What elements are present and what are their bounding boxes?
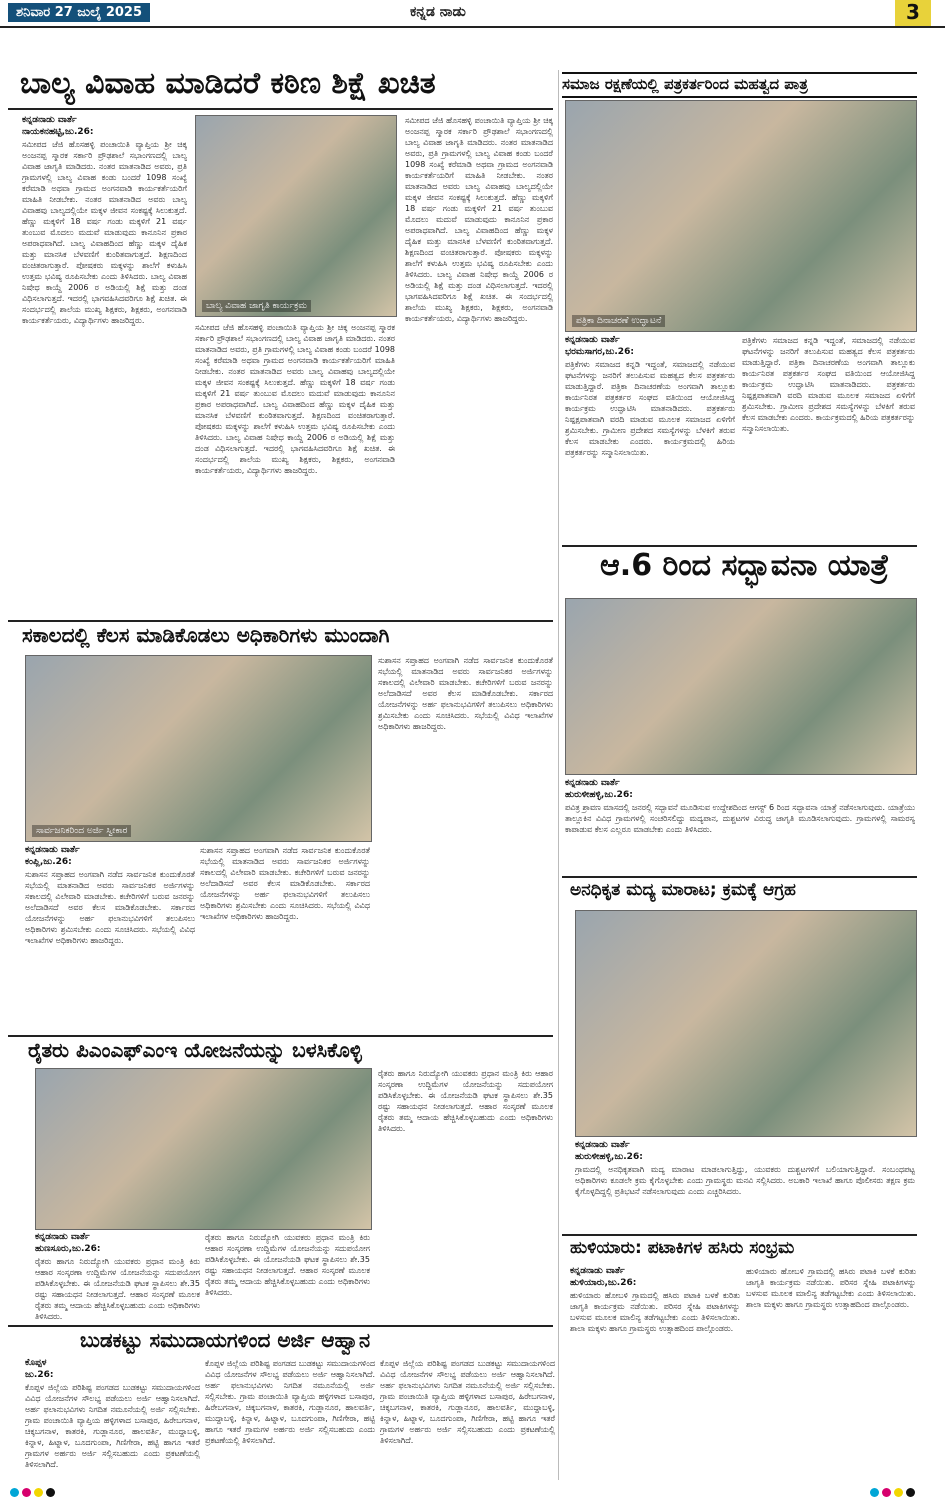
article-officials-col3 (378, 655, 553, 990)
dateline: ಕಂಪ್ಲಿ,ಜು.26: (25, 857, 72, 867)
article-body: ಸುಶಾಸನ ಸಪ್ತಾಹದ ಅಂಗವಾಗಿ ನಡೆದ ಸಾರ್ವಜನಿಕ ಕುಂದುಕೊರತೆ ಸಭೆಯಲ್ಲಿ ಮಾತನಾಡಿದ ಅವರು ಸಾರ್ವಜನಿಕರ ಅರ್ಜಿಗಳನ್ನು ಸಕಾಲದಲ್ಲಿ ವಿಲೇವಾರಿ ಮಾಡಬೇಕು. ಕಚೇರಿಗಳಿಗೆ ಬರುವ ಜನರನ್ನು ಅಲೆದಾಡಿಸದೆ ಅವರ ಕೆಲಸ ಮಾಡಿಕೊಡಬೇಕು. ಸರ್ಕಾರದ ಯೋಜನೆಗಳನ್ನು ಅರ್ಹ ಫಲಾನುಭವಿಗಳಿಗೆ ತಲುಪಿಸಲು ಅಧಿಕಾರಿಗಳು ಶ್ರಮಿಸಬೇಕು ಎಂದು ಸೂಚಿಸಿದರು. ಸಭೆಯಲ್ಲಿ ವಿವಿಧ ಇಲಾಖೆಗಳ ಅಧಿಕಾರಿಗಳು ಹಾಜರಿದ್ದರು. (200, 846, 370, 921)
byline: ಕನ್ನಡನಾಡು ವಾರ್ತೆ (565, 778, 620, 788)
photo-liquor (575, 910, 917, 1137)
article-pmfme-col2 (205, 1232, 370, 1322)
headline-harmony: ಆ.6 ರಿಂದ ಸದ್ಭಾವನಾ ಯಾತ್ರೆ (600, 548, 889, 583)
article-journalists-col1 (565, 335, 735, 540)
dateline: ನಾಯಕನಹಟ್ಟಿ,ಜು.26: (22, 127, 94, 137)
article-body: ರೈತರು ಹಾಗೂ ನಿರುದ್ಯೋಗಿ ಯುವಕರು ಪ್ರಧಾನ ಮಂತ್ರಿ ಕಿರು ಆಹಾರ ಸಂಸ್ಕರಣಾ ಉದ್ದಿಮೆಗಳ ಯೋಜನೆಯನ್ನು ಸದುಪಯೋಗ ಪಡಿಸಿಕೊಳ್ಳಬೇಕು. ಈ ಯೋಜನೆಯಡಿ ಘಟಕ ಸ್ಥಾಪಿಸಲು ಶೇ.35 ರಷ್ಟು ಸಹಾಯಧನ ನೀಡಲಾಗುತ್ತದೆ. ಆಹಾರ ಸಂಸ್ಕರಣೆ ಮೂಲಕ ರೈತರು ತಮ್ಮ ಆದಾಯ ಹೆಚ್ಚಿಸಿಕೊಳ್ಳಬಹುದು ಎಂದು ಅಧಿಕಾರಿಗಳು ತಿಳಿಸಿದರು. (205, 1233, 370, 1297)
article-body: ಹುಳಿಯಾರು ಹೋಬಳಿ ಗ್ರಾಮದಲ್ಲಿ ಹಸಿರು ಪಟಾಕಿ ಬಳಕೆ ಕುರಿತು ಜಾಗೃತಿ ಕಾರ್ಯಕ್ರಮ ನಡೆಯಿತು. ಪರಿಸರ ಸ್ನೇಹಿ ಪಟಾಕಿಗಳನ್ನು ಬಳಸುವ ಮೂಲಕ ಮಾಲಿನ್ಯ ತಡೆಗಟ್ಟಬೇಕು ಎಂದು ತಿಳಿಸಲಾಯಿತು. ಶಾಲಾ ಮಕ್ಕಳು ಹಾಗೂ ಗ್ರಾಮಸ್ಥರು ಉತ್ಸಾಹದಿಂದ ಪಾಲ್ಗೊಂಡರು. (746, 1267, 916, 1309)
article-liquor (575, 1140, 915, 1230)
headline-crackers: ಹುಳಿಯಾರು: ಪಟಾಕಿಗಳ ಹಸಿರು ಸಂಭ್ರಮ (570, 1238, 795, 1258)
byline: ಕನ್ನಡನಾಡು ವಾರ್ತೆ (25, 845, 80, 855)
yellow-dot (34, 1488, 43, 1497)
article-pmfme-col1 (35, 1232, 200, 1322)
article-body: ಹುಳಿಯಾರು ಹೋಬಳಿ ಗ್ರಾಮದಲ್ಲಿ ಹಸಿರು ಪಟಾಕಿ ಬಳಕೆ ಕುರಿತು ಜಾಗೃತಿ ಕಾರ್ಯಕ್ರಮ ನಡೆಯಿತು. ಪರಿಸರ ಸ್ನೇಹಿ ಪಟಾಕಿಗಳನ್ನು ಬಳಸುವ ಮೂಲಕ ಮಾಲಿನ್ಯ ತಡೆಗಟ್ಟಬೇಕು ಎಂದು ತಿಳಿಸಲಾಯಿತು. ಶಾಲಾ ಮಕ್ಕಳು ಹಾಗೂ ಗ್ರಾಮಸ್ಥರು ಉತ್ಸಾಹದಿಂದ ಪಾಲ್ಗೊಂಡರು. (570, 1291, 740, 1333)
registration-marks-right (870, 1488, 915, 1497)
dateline: ಹುರುಳೀಹಳ್ಳಿ,ಜು.26: (575, 1152, 643, 1162)
article-pmfme-col3 (378, 1068, 553, 1318)
photo-officials (25, 655, 372, 842)
black-dot (46, 1488, 55, 1497)
issue-date: ಶನಿವಾರ 27 ಜುಲೈ 2025 (8, 3, 150, 22)
headline-journalists: ಸಮಾಜ ರಕ್ಷಣೆಯಲ್ಲಿ ಪತ್ರಕರ್ತರಿಂದ ಮಹತ್ವದ ಪಾತ್ರ (562, 72, 917, 98)
dateline: ಭರಮಸಾಗರ,ಜು.26: (565, 347, 634, 357)
article-journalists-col2 (742, 335, 915, 540)
article-child-marriage-col1 (22, 115, 187, 615)
article-body: ಪತ್ರಿಕೆಗಳು ಸಮಾಜದ ಕನ್ನಡಿ ಇದ್ದಂತೆ, ಸಮಾಜದಲ್ಲಿ ನಡೆಯುವ ಘಟನೆಗಳನ್ನು ಜನರಿಗೆ ತಲುಪಿಸುವ ಮಹತ್ವದ ಕೆಲಸ ಪತ್ರಕರ್ತರು ಮಾಡುತ್ತಿದ್ದಾರೆ. ಪತ್ರಿಕಾ ದಿನಾಚರಣೆಯ ಅಂಗವಾಗಿ ತಾಲ್ಲೂಕು ಕಾರ್ಯನಿರತ ಪತ್ರಕರ್ತರ ಸಂಘದ ವತಿಯಿಂದ ಆಯೋಜಿಸಿದ್ದ ಕಾರ್ಯಕ್ರಮ ಉದ್ಘಾಟಿಸಿ ಮಾತನಾಡಿದರು. ಪತ್ರಕರ್ತರು ನಿಷ್ಪಕ್ಷಪಾತವಾಗಿ ವರದಿ ಮಾಡುವ ಮೂಲಕ ಸಮಾಜದ ಏಳಿಗೆಗೆ ಶ್ರಮಿಸಬೇಕು. ಗ್ರಾಮೀಣ ಪ್ರದೇಶದ ಸಮಸ್ಯೆಗಳನ್ನು ಬೆಳಕಿಗೆ ತರುವ ಕೆಲಸ ಮಾಡಬೇಕು ಎಂದರು. ಕಾರ್ಯಕ್ರಮದಲ್ಲಿ ಹಿರಿಯ ಪತ್ರಕರ್ತರನ್ನು ಸನ್ಮಾನಿಸಲಾಯಿತು. (565, 360, 735, 457)
article-body: ಪತ್ರಿಕೆಗಳು ಸಮಾಜದ ಕನ್ನಡಿ ಇದ್ದಂತೆ, ಸಮಾಜದಲ್ಲಿ ನಡೆಯುವ ಘಟನೆಗಳನ್ನು ಜನರಿಗೆ ತಲುಪಿಸುವ ಮಹತ್ವದ ಕೆಲಸ ಪತ್ರಕರ್ತರು ಮಾಡುತ್ತಿದ್ದಾರೆ. ಪತ್ರಿಕಾ ದಿನಾಚರಣೆಯ ಅಂಗವಾಗಿ ತಾಲ್ಲೂಕು ಕಾರ್ಯನಿರತ ಪತ್ರಕರ್ತರ ಸಂಘದ ವತಿಯಿಂದ ಆಯೋಜಿಸಿದ್ದ ಕಾರ್ಯಕ್ರಮ ಉದ್ಘಾಟಿಸಿ ಮಾತನಾಡಿದರು. ಪತ್ರಕರ್ತರು ನಿಷ್ಪಕ್ಷಪಾತವಾಗಿ ವರದಿ ಮಾಡುವ ಮೂಲಕ ಸಮಾಜದ ಏಳಿಗೆಗೆ ಶ್ರಮಿಸಬೇಕು. ಗ್ರಾಮೀಣ ಪ್ರದೇಶದ ಸಮಸ್ಯೆಗಳನ್ನು ಬೆಳಕಿಗೆ ತರುವ ಕೆಲಸ ಮಾಡಬೇಕು ಎಂದರು. ಕಾರ್ಯಕ್ರಮದಲ್ಲಿ ಹಿರಿಯ ಪತ್ರಕರ್ತರನ್ನು ಸನ್ಮಾನಿಸಲಾಯಿತು. (742, 336, 915, 433)
yellow-dot (894, 1488, 903, 1497)
article-body: ಕೊಪ್ಪಳ ಜಿಲ್ಲೆಯ ಪರಿಶಿಷ್ಟ ಪಂಗಡದ ಬುಡಕಟ್ಟು ಸಮುದಾಯಗಳಿಂದ ವಿವಿಧ ಯೋಜನೆಗಳ ಸೌಲಭ್ಯ ಪಡೆಯಲು ಅರ್ಜಿ ಆಹ್ವಾನಿಸಲಾಗಿದೆ. ಅರ್ಹ ಫಲಾನುಭವಿಗಳು ನಿಗದಿತ ನಮೂನೆಯಲ್ಲಿ ಅರ್ಜಿ ಸಲ್ಲಿಸಬೇಕು. ಗ್ರಾಮ ಪಂಚಾಯಿತಿ ವ್ಯಾಪ್ತಿಯ ಹಳ್ಳಿಗಳಾದ ಬಸಾಪುರ, ಹಿರೇಬಗನಾಳ, ಚಿಕ್ಕಬಗನಾಳ, ಕಾತರಕಿ, ಗುಡ್ಲಾನೂರ, ಹಾಲವರ್ತಿ, ಮುದ್ದಾಬಳ್ಳಿ, ಕಿನ್ನಾಳ, ಹಿಟ್ನಾಳ, ಬೂದಗುಂಪಾ, ಗಿಣಿಗೇರಾ, ಹಟ್ಟಿ ಹಾಗೂ ಇತರೆ ಗ್ರಾಮಗಳ ಅರ್ಹರು ಅರ್ಜಿ ಸಲ್ಲಿಸಬಹುದು ಎಂದು ಪ್ರಕಟಣೆಯಲ್ಲಿ ತಿಳಿಸಲಾಗಿದೆ. (205, 1359, 375, 1445)
photo-caption: ಸಾರ್ವಜನಿಕರಿಂದ ಅರ್ಜಿ ಸ್ವೀಕಾರ (32, 825, 131, 837)
cyan-dot (870, 1488, 879, 1497)
byline: ಕನ್ನಡನಾಡು ವಾರ್ತೆ (575, 1140, 630, 1150)
magenta-dot (22, 1488, 31, 1497)
newspaper-brand: ಕನ್ನಡ ನಾಡು (410, 4, 466, 20)
article-applications-col3 (380, 1358, 555, 1476)
article-body: ಸಮೀಪದ ಜೆಜಿ ಹೊಸಹಳ್ಳಿ ಪಂಚಾಯಿತಿ ವ್ಯಾಪ್ತಿಯ ಶ್ರೀ ಚಿಕ್ಕ ಅಂಜನಪ್ಪ ಸ್ಮಾರಕ ಸರ್ಕಾರಿ ಪ್ರೌಢಶಾಲೆ ಸಭಾಂಗಣದಲ್ಲಿ ಬಾಲ್ಯ ವಿವಾಹ ಜಾಗೃತಿ ಮಾಡಿದರು. ನಂತರ ಮಾತನಾಡಿದ ಅವರು, ಪ್ರತಿ ಗ್ರಾಮಗಳಲ್ಲಿ ಬಾಲ್ಯ ವಿವಾಹ ಕಂಡು ಬಂದರೆ 1098 ಸಂಖ್ಯೆ ಕರೆಮಾಡಿ ಅಥವಾ ಗ್ರಾಮದ ಅಂಗನವಾಡಿ ಕಾರ್ಯಕರ್ತೆಯರಿಗೆ ಮಾಹಿತಿ ನೀಡಬೇಕು. ನಂತರ ಮಾತನಾಡಿದ ಅವರು ಬಾಲ್ಯ ವಿವಾಹವು ಬಾಲ್ಯದಲ್ಲಿಯೇ ಮಕ್ಕಳ ಜೀವನ ಸಂಕಷ್ಟಕ್ಕೆ ಸಿಲುಕುತ್ತದೆ. ಹೆಣ್ಣು ಮಕ್ಕಳಿಗೆ 18 ವರ್ಷ ಗಂಡು ಮಕ್ಕಳಿಗೆ 21 ವರ್ಷ ತುಂಬುವ ಮೊದಲು ಮದುವೆ ಮಾಡುವುದು ಕಾನೂನಿನ ಪ್ರಕಾರ ಅಪರಾಧವಾಗಿದೆ. ಬಾಲ್ಯ ವಿವಾಹದಿಂದ ಹೆಣ್ಣು ಮಕ್ಕಳ ದೈಹಿಕ ಮತ್ತು ಮಾನಸಿಕ ಬೆಳವಣಿಗೆ ಕುಂಠಿತವಾಗುತ್ತದೆ. ಶಿಕ್ಷಣದಿಂದ ವಂಚಿತರಾಗುತ್ತಾರೆ. ಪೋಷಕರು ಮಕ್ಕಳನ್ನು ಶಾಲೆಗೆ ಕಳುಹಿಸಿ ಉತ್ತಮ ಭವಿಷ್ಯ ರೂಪಿಸಬೇಕು ಎಂದು ತಿಳಿಸಿದರು. ಬಾಲ್ಯ ವಿವಾಹ ನಿಷೇಧ ಕಾಯ್ದೆ 2006 ರ ಅಡಿಯಲ್ಲಿ ಶಿಕ್ಷೆ ಮತ್ತು ದಂಡ ವಿಧಿಸಲಾಗುತ್ತದೆ. ಇದರಲ್ಲಿ ಭಾಗವಹಿಸಿದವರಿಗೂ ಶಿಕ್ಷೆ ಖಚಿತ. ಈ ಸಂದರ್ಭದಲ್ಲಿ ಶಾಲೆಯ ಮುಖ್ಯ ಶಿಕ್ಷಕರು, ಶಿಕ್ಷಕರು, ಅಂಗನವಾಡಿ ಕಾರ್ಯಕರ್ತೆಯರು, ವಿದ್ಯಾರ್ಥಿಗಳು ಹಾಜರಿದ್ದರು. (22, 140, 187, 325)
article-officials-col1 (25, 845, 195, 1030)
divider (562, 1234, 917, 1236)
divider (8, 1035, 553, 1037)
article-body: ಸಮೀಪದ ಜೆಜಿ ಹೊಸಹಳ್ಳಿ ಪಂಚಾಯಿತಿ ವ್ಯಾಪ್ತಿಯ ಶ್ರೀ ಚಿಕ್ಕ ಅಂಜನಪ್ಪ ಸ್ಮಾರಕ ಸರ್ಕಾರಿ ಪ್ರೌಢಶಾಲೆ ಸಭಾಂಗಣದಲ್ಲಿ ಬಾಲ್ಯ ವಿವಾಹ ಜಾಗೃತಿ ಮಾಡಿದರು. ನಂತರ ಮಾತನಾಡಿದ ಅವರು, ಪ್ರತಿ ಗ್ರಾಮಗಳಲ್ಲಿ ಬಾಲ್ಯ ವಿವಾಹ ಕಂಡು ಬಂದರೆ 1098 ಸಂಖ್ಯೆ ಕರೆಮಾಡಿ ಅಥವಾ ಗ್ರಾಮದ ಅಂಗನವಾಡಿ ಕಾರ್ಯಕರ್ತೆಯರಿಗೆ ಮಾಹಿತಿ ನೀಡಬೇಕು. ನಂತರ ಮಾತನಾಡಿದ ಅವರು ಬಾಲ್ಯ ವಿವಾಹವು ಬಾಲ್ಯದಲ್ಲಿಯೇ ಮಕ್ಕಳ ಜೀವನ ಸಂಕಷ್ಟಕ್ಕೆ ಸಿಲುಕುತ್ತದೆ. ಹೆಣ್ಣು ಮಕ್ಕಳಿಗೆ 18 ವರ್ಷ ಗಂಡು ಮಕ್ಕಳಿಗೆ 21 ವರ್ಷ ತುಂಬುವ ಮೊದಲು ಮದುವೆ ಮಾಡುವುದು ಕಾನೂನಿನ ಪ್ರಕಾರ ಅಪರಾಧವಾಗಿದೆ. ಬಾಲ್ಯ ವಿವಾಹದಿಂದ ಹೆಣ್ಣು ಮಕ್ಕಳ ದೈಹಿಕ ಮತ್ತು ಮಾನಸಿಕ ಬೆಳವಣಿಗೆ ಕುಂಠಿತವಾಗುತ್ತದೆ. ಶಿಕ್ಷಣದಿಂದ ವಂಚಿತರಾಗುತ್ತಾರೆ. ಪೋಷಕರು ಮಕ್ಕಳನ್ನು ಶಾಲೆಗೆ ಕಳುಹಿಸಿ ಉತ್ತಮ ಭವಿಷ್ಯ ರೂಪಿಸಬೇಕು ಎಂದು ತಿಳಿಸಿದರು. ಬಾಲ್ಯ ವಿವಾಹ ನಿಷೇಧ ಕಾಯ್ದೆ 2006 ರ ಅಡಿಯಲ್ಲಿ ಶಿಕ್ಷೆ ಮತ್ತು ದಂಡ ವಿಧಿಸಲಾಗುತ್ತದೆ. ಇದರಲ್ಲಿ ಭಾಗವಹಿಸಿದವರಿಗೂ ಶಿಕ್ಷೆ ಖಚಿತ. ಈ ಸಂದರ್ಭದಲ್ಲಿ ಶಾಲೆಯ ಮುಖ್ಯ ಶಿಕ್ಷಕರು, ಶಿಕ್ಷಕರು, ಅಂಗನವಾಡಿ ಕಾರ್ಯಕರ್ತೆಯರು, ವಿದ್ಯಾರ್ಥಿಗಳು ಹಾಜರಿದ್ದರು. (405, 116, 553, 323)
headline-applications: ಬುಡಕಟ್ಟು ಸಮುದಾಯಗಳಿಂದ ಅರ್ಜಿ ಆಹ್ವಾನ (80, 1328, 371, 1352)
photo-harmony (565, 598, 917, 775)
article-body: ಪವಿತ್ರ ಶ್ರಾವಣ ಮಾಸದಲ್ಲಿ ಜನರಲ್ಲಿ ಸದ್ಭಾವನೆ ಮೂಡಿಸುವ ಉದ್ದೇಶದಿಂದ ಆಗಸ್ಟ್ 6 ರಿಂದ ಸದ್ಭಾವನಾ ಯಾತ್ರೆ ನಡೆಸಲಾಗುವುದು. ಯಾತ್ರೆಯು ತಾಲ್ಲೂಕಿನ ವಿವಿಧ ಗ್ರಾಮಗಳಲ್ಲಿ ಸಂಚರಿಸಲಿದ್ದು ಮದ್ಯಪಾನ, ದುಶ್ಚಟಗಳ ವಿರುದ್ಧ ಜಾಗೃತಿ ಮೂಡಿಸಲಾಗುವುದು. ಗ್ರಾಮಗಳಲ್ಲಿ ಸಾಮರಸ್ಯ ಕಾಪಾಡುವ ಕೆಲಸ ಎಲ್ಲರೂ ಮಾಡಬೇಕು ಎಂದು ತಿಳಿಸಿದರು. (565, 803, 915, 834)
article-applications-col2 (205, 1358, 375, 1476)
dateline: ಹುಳಿಯಾರು,ಜು.26: (570, 1278, 637, 1288)
article-body: ಗ್ರಾಮದಲ್ಲಿ ಅನಧಿಕೃತವಾಗಿ ಮದ್ಯ ಮಾರಾಟ ಮಾಡಲಾಗುತ್ತಿದ್ದು, ಯುವಕರು ದುಶ್ಚಟಗಳಿಗೆ ಬಲಿಯಾಗುತ್ತಿದ್ದಾರೆ. ಸಂಬಂಧಪಟ್ಟ ಅಧಿಕಾರಿಗಳು ಕೂಡಲೇ ಕ್ರಮ ಕೈಗೊಳ್ಳಬೇಕು ಎಂದು ಗ್ರಾಮಸ್ಥರು ಮನವಿ ಸಲ್ಲಿಸಿದರು. ಅಬಕಾರಿ ಇಲಾಖೆ ಹಾಗೂ ಪೊಲೀಸರು ತಕ್ಷಣ ಕ್ರಮ ಕೈಗೊಳ್ಳದಿದ್ದಲ್ಲಿ ಪ್ರತಿಭಟನೆ ನಡೆಸಲಾಗುವುದು ಎಂದು ಎಚ್ಚರಿಸಿದರು. (575, 1165, 915, 1196)
divider (8, 620, 553, 622)
divider (8, 1325, 553, 1327)
dateline: ಹುರುಳೀಹಳ್ಳಿ,ಜು.26: (565, 790, 633, 800)
photo-child-marriage (195, 115, 397, 317)
byline: ಕನ್ನಡನಾಡು ವಾರ್ತೆ (22, 115, 77, 125)
divider (562, 545, 917, 547)
byline: ಕನ್ನಡನಾಡು ವಾರ್ತೆ (570, 1266, 625, 1276)
dateline: ಹುಣಸೂರು,ಜು.26: (35, 1244, 101, 1254)
byline: ಕೊಪ್ಪಳ (25, 1358, 47, 1368)
photo-journalists (565, 100, 917, 332)
headline-child-marriage: ಬಾಲ್ಯ ವಿವಾಹ ಮಾಡಿದರೆ ಕಠಿಣ ಶಿಕ್ಷೆ ಖಚಿತ (20, 66, 436, 101)
article-body: ರೈತರು ಹಾಗೂ ನಿರುದ್ಯೋಗಿ ಯುವಕರು ಪ್ರಧಾನ ಮಂತ್ರಿ ಕಿರು ಆಹಾರ ಸಂಸ್ಕರಣಾ ಉದ್ದಿಮೆಗಳ ಯೋಜನೆಯನ್ನು ಸದುಪಯೋಗ ಪಡಿಸಿಕೊಳ್ಳಬೇಕು. ಈ ಯೋಜನೆಯಡಿ ಘಟಕ ಸ್ಥಾಪಿಸಲು ಶೇ.35 ರಷ್ಟು ಸಹಾಯಧನ ನೀಡಲಾಗುತ್ತದೆ. ಆಹಾರ ಸಂಸ್ಕರಣೆ ಮೂಲಕ ರೈತರು ತಮ್ಮ ಆದಾಯ ಹೆಚ್ಚಿಸಿಕೊಳ್ಳಬಹುದು ಎಂದು ಅಧಿಕಾರಿಗಳು ತಿಳಿಸಿದರು. (378, 1069, 553, 1133)
divider (562, 876, 917, 878)
article-body: ಕೊಪ್ಪಳ ಜಿಲ್ಲೆಯ ಪರಿಶಿಷ್ಟ ಪಂಗಡದ ಬುಡಕಟ್ಟು ಸಮುದಾಯಗಳಿಂದ ವಿವಿಧ ಯೋಜನೆಗಳ ಸೌಲಭ್ಯ ಪಡೆಯಲು ಅರ್ಜಿ ಆಹ್ವಾನಿಸಲಾಗಿದೆ. ಅರ್ಹ ಫಲಾನುಭವಿಗಳು ನಿಗದಿತ ನಮೂನೆಯಲ್ಲಿ ಅರ್ಜಿ ಸಲ್ಲಿಸಬೇಕು. ಗ್ರಾಮ ಪಂಚಾಯಿತಿ ವ್ಯಾಪ್ತಿಯ ಹಳ್ಳಿಗಳಾದ ಬಸಾಪುರ, ಹಿರೇಬಗನಾಳ, ಚಿಕ್ಕಬಗನಾಳ, ಕಾತರಕಿ, ಗುಡ್ಲಾನೂರ, ಹಾಲವರ್ತಿ, ಮುದ್ದಾಬಳ್ಳಿ, ಕಿನ್ನಾಳ, ಹಿಟ್ನಾಳ, ಬೂದಗುಂಪಾ, ಗಿಣಿಗೇರಾ, ಹಟ್ಟಿ ಹಾಗೂ ಇತರೆ ಗ್ರಾಮಗಳ ಅರ್ಹರು ಅರ್ಜಿ ಸಲ್ಲಿಸಬಹುದು ಎಂದು ಪ್ರಕಟಣೆಯಲ್ಲಿ ತಿಳಿಸಲಾಗಿದೆ. (25, 1383, 200, 1469)
article-body: ಸಮೀಪದ ಜೆಜಿ ಹೊಸಹಳ್ಳಿ ಪಂಚಾಯಿತಿ ವ್ಯಾಪ್ತಿಯ ಶ್ರೀ ಚಿಕ್ಕ ಅಂಜನಪ್ಪ ಸ್ಮಾರಕ ಸರ್ಕಾರಿ ಪ್ರೌಢಶಾಲೆ ಸಭಾಂಗಣದಲ್ಲಿ ಬಾಲ್ಯ ವಿವಾಹ ಜಾಗೃತಿ ಮಾಡಿದರು. ನಂತರ ಮಾತನಾಡಿದ ಅವರು, ಪ್ರತಿ ಗ್ರಾಮಗಳಲ್ಲಿ ಬಾಲ್ಯ ವಿವಾಹ ಕಂಡು ಬಂದರೆ 1098 ಸಂಖ್ಯೆ ಕರೆಮಾಡಿ ಅಥವಾ ಗ್ರಾಮದ ಅಂಗನವಾಡಿ ಕಾರ್ಯಕರ್ತೆಯರಿಗೆ ಮಾಹಿತಿ ನೀಡಬೇಕು. ನಂತರ ಮಾತನಾಡಿದ ಅವರು ಬಾಲ್ಯ ವಿವಾಹವು ಬಾಲ್ಯದಲ್ಲಿಯೇ ಮಕ್ಕಳ ಜೀವನ ಸಂಕಷ್ಟಕ್ಕೆ ಸಿಲುಕುತ್ತದೆ. ಹೆಣ್ಣು ಮಕ್ಕಳಿಗೆ 18 ವರ್ಷ ಗಂಡು ಮಕ್ಕಳಿಗೆ 21 ವರ್ಷ ತುಂಬುವ ಮೊದಲು ಮದುವೆ ಮಾಡುವುದು ಕಾನೂನಿನ ಪ್ರಕಾರ ಅಪರಾಧವಾಗಿದೆ. ಬಾಲ್ಯ ವಿವಾಹದಿಂದ ಹೆಣ್ಣು ಮಕ್ಕಳ ದೈಹಿಕ ಮತ್ತು ಮಾನಸಿಕ ಬೆಳವಣಿಗೆ ಕುಂಠಿತವಾಗುತ್ತದೆ. ಶಿಕ್ಷಣದಿಂದ ವಂಚಿತರಾಗುತ್ತಾರೆ. ಪೋಷಕರು ಮಕ್ಕಳನ್ನು ಶಾಲೆಗೆ ಕಳುಹಿಸಿ ಉತ್ತಮ ಭವಿಷ್ಯ ರೂಪಿಸಬೇಕು ಎಂದು ತಿಳಿಸಿದರು. ಬಾಲ್ಯ ವಿವಾಹ ನಿಷೇಧ ಕಾಯ್ದೆ 2006 ರ ಅಡಿಯಲ್ಲಿ ಶಿಕ್ಷೆ ಮತ್ತು ದಂಡ ವಿಧಿಸಲಾಗುತ್ತದೆ. ಇದರಲ್ಲಿ ಭಾಗವಹಿಸಿದವರಿಗೂ ಶಿಕ್ಷೆ ಖಚಿತ. ಈ ಸಂದರ್ಭದಲ್ಲಿ ಶಾಲೆಯ ಮುಖ್ಯ ಶಿಕ್ಷಕರು, ಶಿಕ್ಷಕರು, ಅಂಗನವಾಡಿ ಕಾರ್ಯಕರ್ತೆಯರು, ವಿದ್ಯಾರ್ಥಿಗಳು ಹಾಜರಿದ್ದರು. (195, 323, 395, 475)
article-crackers-col1 (570, 1266, 740, 1476)
headline-pmfme: ರೈತರು ಪಿಎಂಎಫ್ಎಂಇ ಯೋಜನೆಯನ್ನು ಬಳಸಿಕೊಳ್ಳಿ (28, 1038, 362, 1062)
article-crackers-col2 (746, 1266, 916, 1476)
photo-caption: ಪತ್ರಿಕಾ ದಿನಾಚರಣೆ ಉದ್ಘಾಟನೆ (572, 315, 665, 327)
article-body: ಸುಶಾಸನ ಸಪ್ತಾಹದ ಅಂಗವಾಗಿ ನಡೆದ ಸಾರ್ವಜನಿಕ ಕುಂದುಕೊರತೆ ಸಭೆಯಲ್ಲಿ ಮಾತನಾಡಿದ ಅವರು ಸಾರ್ವಜನಿಕರ ಅರ್ಜಿಗಳನ್ನು ಸಕಾಲದಲ್ಲಿ ವಿಲೇವಾರಿ ಮಾಡಬೇಕು. ಕಚೇರಿಗಳಿಗೆ ಬರುವ ಜನರನ್ನು ಅಲೆದಾಡಿಸದೆ ಅವರ ಕೆಲಸ ಮಾಡಿಕೊಡಬೇಕು. ಸರ್ಕಾರದ ಯೋಜನೆಗಳನ್ನು ಅರ್ಹ ಫಲಾನುಭವಿಗಳಿಗೆ ತಲುಪಿಸಲು ಅಧಿಕಾರಿಗಳು ಶ್ರಮಿಸಬೇಕು ಎಂದು ಸೂಚಿಸಿದರು. ಸಭೆಯಲ್ಲಿ ವಿವಿಧ ಇಲಾಖೆಗಳ ಅಧಿಕಾರಿಗಳು ಹಾಜರಿದ್ದರು. (25, 870, 195, 945)
registration-marks-left (10, 1488, 55, 1497)
black-dot (906, 1488, 915, 1497)
column-rule (558, 70, 559, 1480)
article-body: ರೈತರು ಹಾಗೂ ನಿರುದ್ಯೋಗಿ ಯುವಕರು ಪ್ರಧಾನ ಮಂತ್ರಿ ಕಿರು ಆಹಾರ ಸಂಸ್ಕರಣಾ ಉದ್ದಿಮೆಗಳ ಯೋಜನೆಯನ್ನು ಸದುಪಯೋಗ ಪಡಿಸಿಕೊಳ್ಳಬೇಕು. ಈ ಯೋಜನೆಯಡಿ ಘಟಕ ಸ್ಥಾಪಿಸಲು ಶೇ.35 ರಷ್ಟು ಸಹಾಯಧನ ನೀಡಲಾಗುತ್ತದೆ. ಆಹಾರ ಸಂಸ್ಕರಣೆ ಮೂಲಕ ರೈತರು ತಮ್ಮ ಆದಾಯ ಹೆಚ್ಚಿಸಿಕೊಳ್ಳಬಹುದು ಎಂದು ಅಧಿಕಾರಿಗಳು ತಿಳಿಸಿದರು. (35, 1257, 200, 1321)
photo-pmfme (35, 1068, 372, 1230)
divider (8, 108, 553, 110)
article-body: ಕೊಪ್ಪಳ ಜಿಲ್ಲೆಯ ಪರಿಶಿಷ್ಟ ಪಂಗಡದ ಬುಡಕಟ್ಟು ಸಮುದಾಯಗಳಿಂದ ವಿವಿಧ ಯೋಜನೆಗಳ ಸೌಲಭ್ಯ ಪಡೆಯಲು ಅರ್ಜಿ ಆಹ್ವಾನಿಸಲಾಗಿದೆ. ಅರ್ಹ ಫಲಾನುಭವಿಗಳು ನಿಗದಿತ ನಮೂನೆಯಲ್ಲಿ ಅರ್ಜಿ ಸಲ್ಲಿಸಬೇಕು. ಗ್ರಾಮ ಪಂಚಾಯಿತಿ ವ್ಯಾಪ್ತಿಯ ಹಳ್ಳಿಗಳಾದ ಬಸಾಪುರ, ಹಿರೇಬಗನಾಳ, ಚಿಕ್ಕಬಗನಾಳ, ಕಾತರಕಿ, ಗುಡ್ಲಾನೂರ, ಹಾಲವರ್ತಿ, ಮುದ್ದಾಬಳ್ಳಿ, ಕಿನ್ನಾಳ, ಹಿಟ್ನಾಳ, ಬೂದಗುಂಪಾ, ಗಿಣಿಗೇರಾ, ಹಟ್ಟಿ ಹಾಗೂ ಇತರೆ ಗ್ರಾಮಗಳ ಅರ್ಹರು ಅರ್ಜಿ ಸಲ್ಲಿಸಬಹುದು ಎಂದು ಪ್ರಕಟಣೆಯಲ್ಲಿ ತಿಳಿಸಲಾಗಿದೆ. (380, 1359, 555, 1445)
photo-caption: ಬಾಲ್ಯ ವಿವಾಹ ಜಾಗೃತಿ ಕಾರ್ಯಕ್ರಮ (202, 300, 311, 312)
dateline: ಜು.26: (25, 1370, 54, 1380)
headline-liquor: ಅನಧಿಕೃತ ಮದ್ಯ ಮಾರಾಟ; ಕ್ರಮಕ್ಕೆ ಆಗ್ರಹ (570, 880, 796, 900)
article-applications-col1 (25, 1358, 200, 1476)
article-body: ಸುಶಾಸನ ಸಪ್ತಾಹದ ಅಂಗವಾಗಿ ನಡೆದ ಸಾರ್ವಜನಿಕ ಕುಂದುಕೊರತೆ ಸಭೆಯಲ್ಲಿ ಮಾತನಾಡಿದ ಅವರು ಸಾರ್ವಜನಿಕರ ಅರ್ಜಿಗಳನ್ನು ಸಕಾಲದಲ್ಲಿ ವಿಲೇವಾರಿ ಮಾಡಬೇಕು. ಕಚೇರಿಗಳಿಗೆ ಬರುವ ಜನರನ್ನು ಅಲೆದಾಡಿಸದೆ ಅವರ ಕೆಲಸ ಮಾಡಿಕೊಡಬೇಕು. ಸರ್ಕಾರದ ಯೋಜನೆಗಳನ್ನು ಅರ್ಹ ಫಲಾನುಭವಿಗಳಿಗೆ ತಲುಪಿಸಲು ಅಧಿಕಾರಿಗಳು ಶ್ರಮಿಸಬೇಕು ಎಂದು ಸೂಚಿಸಿದರು. ಸಭೆಯಲ್ಲಿ ವಿವಿಧ ಇಲಾಖೆಗಳ ಅಧಿಕಾರಿಗಳು ಹಾಜರಿದ್ದರು. (378, 656, 553, 731)
byline: ಕನ್ನಡನಾಡು ವಾರ್ತೆ (565, 335, 620, 345)
cyan-dot (10, 1488, 19, 1497)
magenta-dot (882, 1488, 891, 1497)
article-child-marriage-col2 (195, 322, 395, 615)
article-officials-col2 (200, 845, 370, 1030)
article-child-marriage-col3 (405, 115, 553, 615)
headline-officials: ಸಕಾಲದಲ್ಲಿ ಕೆಲಸ ಮಾಡಿಕೊಡಲು ಅಧಿಕಾರಿಗಳು ಮುಂದಾಗಿ (22, 623, 390, 647)
article-harmony (565, 778, 915, 870)
byline: ಕನ್ನಡನಾಡು ವಾರ್ತೆ (35, 1232, 90, 1242)
page-number: 3 (895, 0, 931, 26)
